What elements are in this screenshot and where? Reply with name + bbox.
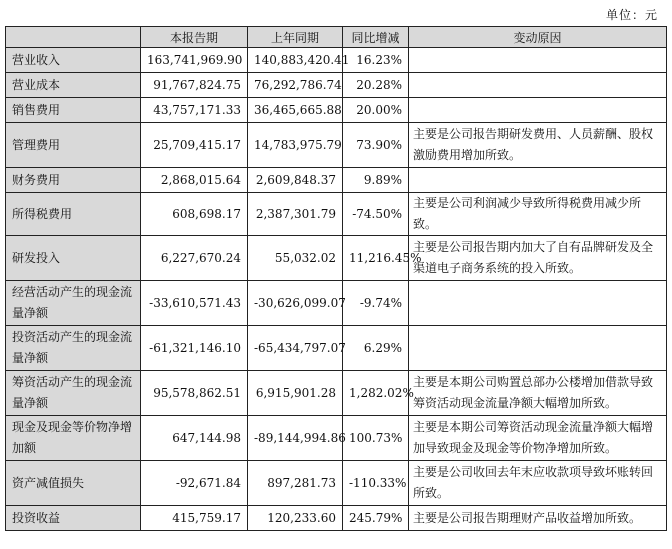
row-item-name: 销售费用 — [6, 98, 141, 123]
row-item-name: 筹资活动产生的现金流量净额 — [6, 371, 141, 416]
previous-value: 2,387,301.79 — [248, 193, 343, 236]
table-row — [6, 48, 667, 73]
table-header-row — [6, 27, 667, 48]
previous-value: 36,465,665.88 — [248, 98, 343, 123]
current-value: 415,759.17 — [141, 506, 248, 531]
change-value: 11,216.45% — [343, 236, 409, 281]
change-reason: 主要是公司报告期理财产品收益增加所致。 — [409, 506, 667, 531]
change-value: 16.23% — [343, 48, 409, 73]
previous-value: -89,144,994.86 — [248, 416, 343, 461]
header-previous-period: 上年同期 — [248, 27, 343, 48]
previous-value: -65,434,797.07 — [248, 326, 343, 371]
table-row — [6, 461, 667, 506]
previous-value: 55,032.02 — [248, 236, 343, 281]
previous-value: 6,915,901.28 — [248, 371, 343, 416]
header-item — [6, 27, 141, 48]
change-value: 100.73% — [343, 416, 409, 461]
change-reason — [409, 98, 667, 123]
row-item-name: 现金及现金等价物净增加额 — [6, 416, 141, 461]
row-item-name: 投资活动产生的现金流量净额 — [6, 326, 141, 371]
current-value: 2,868,015.64 — [141, 168, 248, 193]
current-value: 163,741,969.90 — [141, 48, 248, 73]
change-value: 9.89% — [343, 168, 409, 193]
change-value: 73.90% — [343, 123, 409, 168]
row-item-name: 营业收入 — [6, 48, 141, 73]
change-value: 245.79% — [343, 506, 409, 531]
table-row — [6, 123, 667, 168]
previous-value: 140,883,420.41 — [248, 48, 343, 73]
row-item-name: 所得税费用 — [6, 193, 141, 236]
previous-value: 14,783,975.79 — [248, 123, 343, 168]
change-value: 20.28% — [343, 73, 409, 98]
header-change-reason: 变动原因 — [409, 27, 667, 48]
current-value: -33,610,571.43 — [141, 281, 248, 326]
change-value: 20.00% — [343, 98, 409, 123]
change-value: 1,282.02% — [343, 371, 409, 416]
change-value: -9.74% — [343, 281, 409, 326]
change-reason: 主要是公司收回去年末应收款项导致坏账转回所致。 — [409, 461, 667, 506]
table-row — [6, 168, 667, 193]
current-value: 91,767,824.75 — [141, 73, 248, 98]
change-reason: 主要是公司利润减少导致所得税费用减少所致。 — [409, 193, 667, 236]
current-value: 608,698.17 — [141, 193, 248, 236]
change-value: -74.50% — [343, 193, 409, 236]
current-value: 647,144.98 — [141, 416, 248, 461]
table-row — [6, 506, 667, 531]
row-item-name: 研发投入 — [6, 236, 141, 281]
table-row — [6, 326, 667, 371]
row-item-name: 管理费用 — [6, 123, 141, 168]
header-yoy-change: 同比增减 — [343, 27, 409, 48]
change-reason — [409, 326, 667, 371]
change-value: 6.29% — [343, 326, 409, 371]
row-item-name: 财务费用 — [6, 168, 141, 193]
table-row — [6, 371, 667, 416]
change-reason: 主要是公司报告期内加大了自有品牌研发及全渠道电子商务系统的投入所致。 — [409, 236, 667, 281]
current-value: 25,709,415.17 — [141, 123, 248, 168]
row-item-name: 营业成本 — [6, 73, 141, 98]
previous-value: -30,626,099.07 — [248, 281, 343, 326]
change-reason — [409, 168, 667, 193]
table-row — [6, 98, 667, 123]
header-current-period: 本报告期 — [141, 27, 248, 48]
current-value: 95,578,862.51 — [141, 371, 248, 416]
current-value: 6,227,670.24 — [141, 236, 248, 281]
unit-label: 单位：元 — [605, 8, 658, 22]
current-value: 43,757,171.33 — [141, 98, 248, 123]
change-reason: 主要是本期公司购置总部办公楼增加借款导致筹资活动现金流量净额大幅增加所致。 — [409, 371, 667, 416]
change-reason — [409, 281, 667, 326]
previous-value: 76,292,786.74 — [248, 73, 343, 98]
previous-value: 2,609,848.37 — [248, 168, 343, 193]
change-reason: 主要是公司报告期研发费用、人员薪酬、股权激励费用增加所致。 — [409, 123, 667, 168]
table-row — [6, 236, 667, 281]
table-row — [6, 416, 667, 461]
previous-value: 897,281.73 — [248, 461, 343, 506]
change-reason: 主要是本期公司筹资活动现金流量净额大幅增加导致现金及现金等价物净增加所致。 — [409, 416, 667, 461]
change-value: -110.33% — [343, 461, 409, 506]
change-reason — [409, 73, 667, 98]
table-row — [6, 281, 667, 326]
financial-change-table — [5, 26, 667, 531]
row-item-name: 经营活动产生的现金流量净额 — [6, 281, 141, 326]
row-item-name: 投资收益 — [6, 506, 141, 531]
row-item-name: 资产减值损失 — [6, 461, 141, 506]
current-value: -61,321,146.10 — [141, 326, 248, 371]
previous-value: 120,233.60 — [248, 506, 343, 531]
current-value: -92,671.84 — [141, 461, 248, 506]
table-row — [6, 73, 667, 98]
change-reason — [409, 48, 667, 73]
table-row — [6, 193, 667, 236]
